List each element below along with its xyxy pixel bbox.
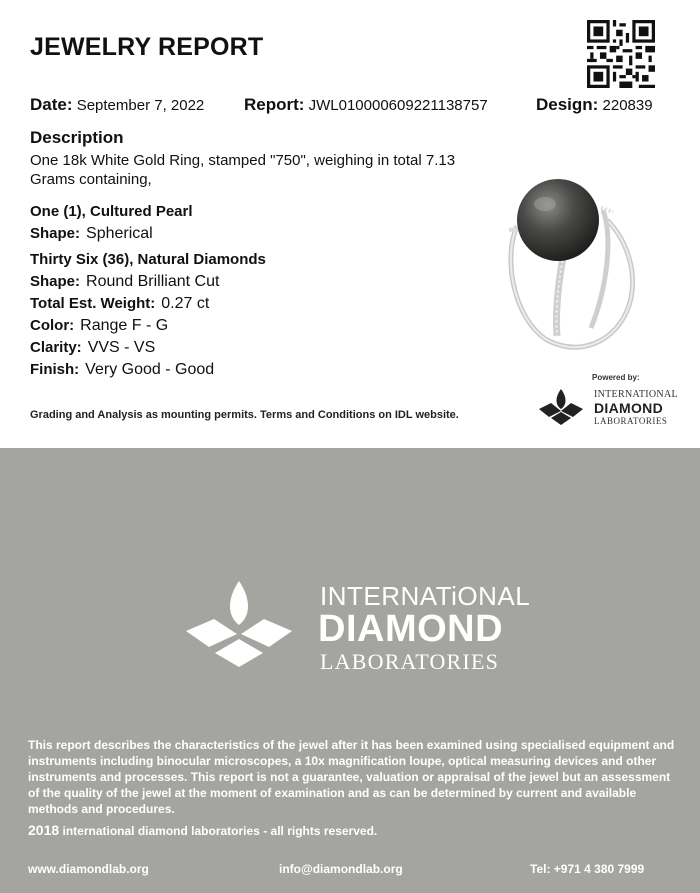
report-number-field: [244, 95, 488, 115]
date-value: September 7, 2022: [76, 97, 205, 114]
idl-small-line3: LABORATORIES: [594, 416, 668, 426]
diamond-clarity-value: VVS - VS: [87, 339, 156, 356]
diamond-color-label: Color:: [30, 317, 75, 334]
diamond-color-row: [30, 315, 266, 337]
diamond-leaf-logo-icon: [537, 387, 585, 427]
diamond-shape-label: Shape:: [30, 273, 81, 290]
brand-line1: INTERNATiONAL: [320, 581, 531, 611]
pearl-section: [30, 201, 193, 245]
brand-line3: LABORATORIES: [320, 649, 500, 674]
diamond-weight-label: Total Est. Weight:: [30, 295, 156, 312]
design-label: Design:: [536, 95, 599, 114]
description-heading: Description: [30, 128, 124, 147]
copyright-year: 2018: [28, 822, 60, 838]
qr-code-icon[interactable]: [587, 20, 655, 88]
pearl-shape-value: Spherical: [86, 225, 153, 242]
diamonds-section: [30, 249, 266, 381]
brand-line2: DIAMOND: [318, 608, 504, 650]
diamond-shape-row: [30, 271, 266, 293]
report-value: JWL010000609221138757: [308, 97, 488, 114]
date-field: [30, 95, 204, 115]
diamond-finish-label: Finish:: [30, 361, 80, 378]
diamond-weight-row: [30, 293, 266, 315]
idl-logo-large: [184, 579, 531, 674]
pearl-shape: [517, 179, 599, 261]
powered-by-label: Powered by:: [592, 373, 640, 382]
page-title: JEWELRY REPORT: [30, 33, 264, 61]
grading-note: Grading and Analysis as mounting permits. Terms and Conditions on IDL website.: [30, 409, 459, 421]
diamond-color-value: Range F - G: [80, 317, 169, 334]
diamond-weight-value: 0.27 ct: [161, 295, 210, 312]
disclaimer-text: This report describes the characteristics of the jewel after it has been examined using specialised equipment and instruments including binocular microscopes, a 10x magnification loupe, optical measuring devices and other instruments and processes. This report is not a guarantee, valuation or appraisal of the jewel but an assessment of the quality of the jewel at the moment of examination and as can be determined by current and available methods and procedures.: [28, 738, 675, 816]
report-label: Report:: [244, 95, 305, 114]
phone-number[interactable]: Tel: +971 4 380 7999: [530, 862, 645, 876]
website-link[interactable]: www.diamondlab.org: [28, 862, 149, 876]
diamond-leaf-logo-icon: [184, 579, 294, 674]
pearl-shape-label: Shape:: [30, 225, 81, 242]
design-value: 220839: [602, 97, 653, 114]
description-text: One 18k White Gold Ring, stamped "750", weighing in total 7.13 Grams containing,: [30, 152, 456, 188]
copyright-text: international diamond laboratories - all rights reserved.: [62, 824, 378, 838]
diamond-finish-value: Very Good - Good: [85, 361, 215, 378]
diamond-clarity-label: Clarity:: [30, 339, 82, 356]
diamonds-heading: Thirty Six (36), Natural Diamonds: [30, 251, 266, 268]
diamond-shape-value: Round Brilliant Cut: [86, 273, 220, 290]
pearl-shape-row: [30, 223, 193, 245]
pearl-heading: One (1), Cultured Pearl: [30, 203, 193, 220]
copyright-line: [28, 822, 377, 838]
ring-photo: [495, 168, 645, 358]
diamond-clarity-row: [30, 337, 266, 359]
design-field: [536, 95, 653, 115]
idl-small-line2: DIAMOND: [594, 400, 663, 416]
date-label: Date:: [30, 95, 73, 114]
diamond-finish-row: [30, 359, 266, 381]
email-link[interactable]: info@diamondlab.org: [279, 862, 403, 876]
idl-logo-small[interactable]: [537, 385, 697, 430]
idl-small-line1: INTERNATIONAL: [594, 389, 678, 400]
